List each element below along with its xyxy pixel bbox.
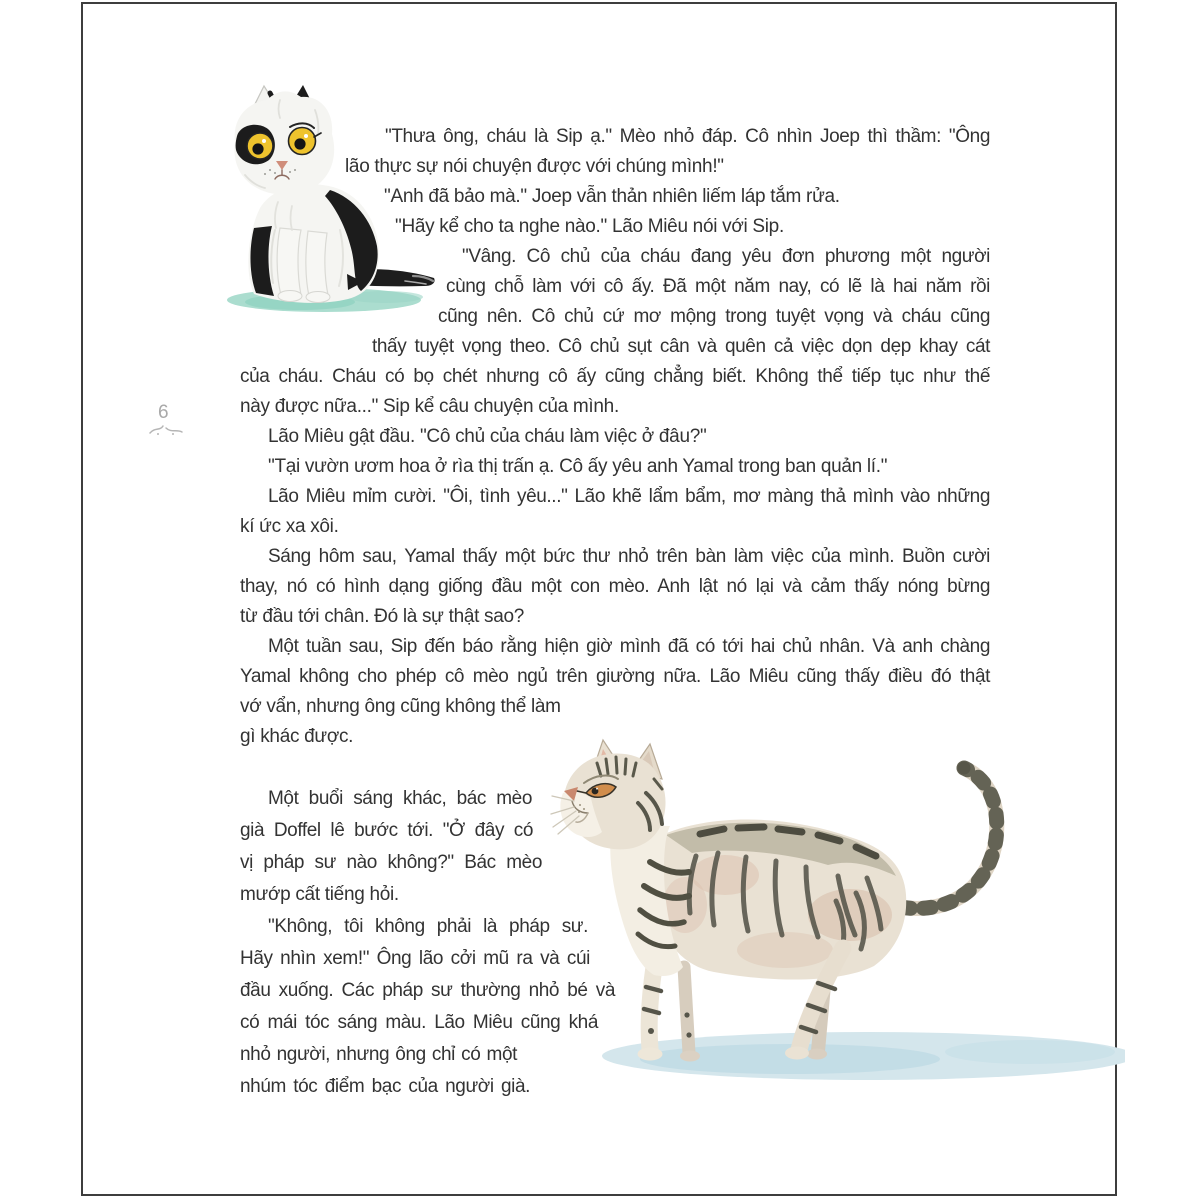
text-line: già Doffel lê bước tới. "Ở đây có xyxy=(240,820,533,841)
text-line: "Tại vườn ươm hoa ở rìa thị trấn ạ. Cô ấy yêu anh Yamal trong ban quản lí." xyxy=(268,456,888,477)
text-line: Một buổi sáng khác, bác mèo xyxy=(268,788,532,809)
text-line: cùng chỗ làm với cô ấy. Đã một năm nay, có lẽ là hai năm rồi xyxy=(446,276,990,297)
text-line: Hãy nhìn xem!" Ông lão cởi mũ ra và cúi xyxy=(240,948,590,969)
text-line: thấy tuyệt vọng theo. Cô chủ sụt cân và quên cả việc dọn dẹp khay cát xyxy=(372,336,990,357)
text-line: có mái tóc sáng màu. Lão Miêu cũng khá xyxy=(240,1012,598,1033)
text-line: đầu xuống. Các pháp sư thường nhỏ bé và xyxy=(240,980,615,1001)
text-line: nhúm tóc điểm bạc của người già. xyxy=(240,1076,530,1097)
text-line: gì khác được. xyxy=(240,726,354,747)
text-line: "Thưa ông, cháu là Sip ạ." Mèo nhỏ đáp. Cô nhìn Joep thì thầm: "Ông xyxy=(385,126,990,147)
text-line: cũng nên. Cô chủ cứ mơ mộng trong tuyệt vọng và cháu cũng xyxy=(438,306,990,327)
page-number: 6 xyxy=(158,402,169,423)
doffel-cat-illustration xyxy=(550,735,1125,1095)
text-line: kí ức xa xôi. xyxy=(240,516,339,537)
text-line: Yamal không cho phép cô mèo ngủ trên giường nữa. Lão Miêu cũng thấy điều đó thật xyxy=(240,666,990,687)
text-line: nhỏ người, nhưng ông chỉ có một xyxy=(240,1044,517,1065)
text-line: của cháu. Cháu có bọ chét nhưng cô ấy cũng chẳng biết. Không thể tiếp tục như thế xyxy=(240,366,990,387)
text-line: "Không, tôi không phải là pháp sư. xyxy=(268,916,588,937)
text-line: vị pháp sư nào không?" Bác mèo xyxy=(240,852,542,873)
text-line: mướp cất tiếng hỏi. xyxy=(240,884,399,905)
text-line: Sáng hôm sau, Yamal thấy một bức thư nhỏ trên bàn làm việc của mình. Buồn cười xyxy=(268,546,990,567)
text-line: "Hãy kể cho ta nghe nào." Lão Miêu nói với Sip. xyxy=(395,216,784,237)
text-line: từ đầu tới chân. Đó là sự thật sao? xyxy=(240,606,525,627)
text-line: "Anh đã bảo mà." Joep vẫn thản nhiên liếm láp tắm rửa. xyxy=(384,186,840,207)
text-line: lão thực sự nói chuyện được với chúng mình!" xyxy=(345,156,724,177)
text-line: này được nữa..." Sip kể câu chuyện của mình. xyxy=(240,396,619,417)
text-line: thay, nó có hình dạng giống đầu một con mèo. Anh lật nó lại và cảm thấy nóng bừng xyxy=(240,576,990,597)
text-line: Lão Miêu mỉm cười. "Ôi, tình yêu..." Lão khẽ lẩm bẩm, mơ màng thả mình vào những xyxy=(268,486,990,507)
text-line: Lão Miêu gật đầu. "Cô chủ của cháu làm việc ở đâu?" xyxy=(268,426,707,447)
text-line: Một tuần sau, Sip đến báo rằng hiện giờ mình đã có tới hai chủ nhân. Và anh chàng xyxy=(268,636,990,657)
text-line: vớ vẩn, nhưng ông cũng không thể làm xyxy=(240,696,561,717)
text-line: "Vâng. Cô chủ của cháu đang yêu đơn phương một người xyxy=(462,246,990,267)
flourish-icon xyxy=(146,422,186,438)
